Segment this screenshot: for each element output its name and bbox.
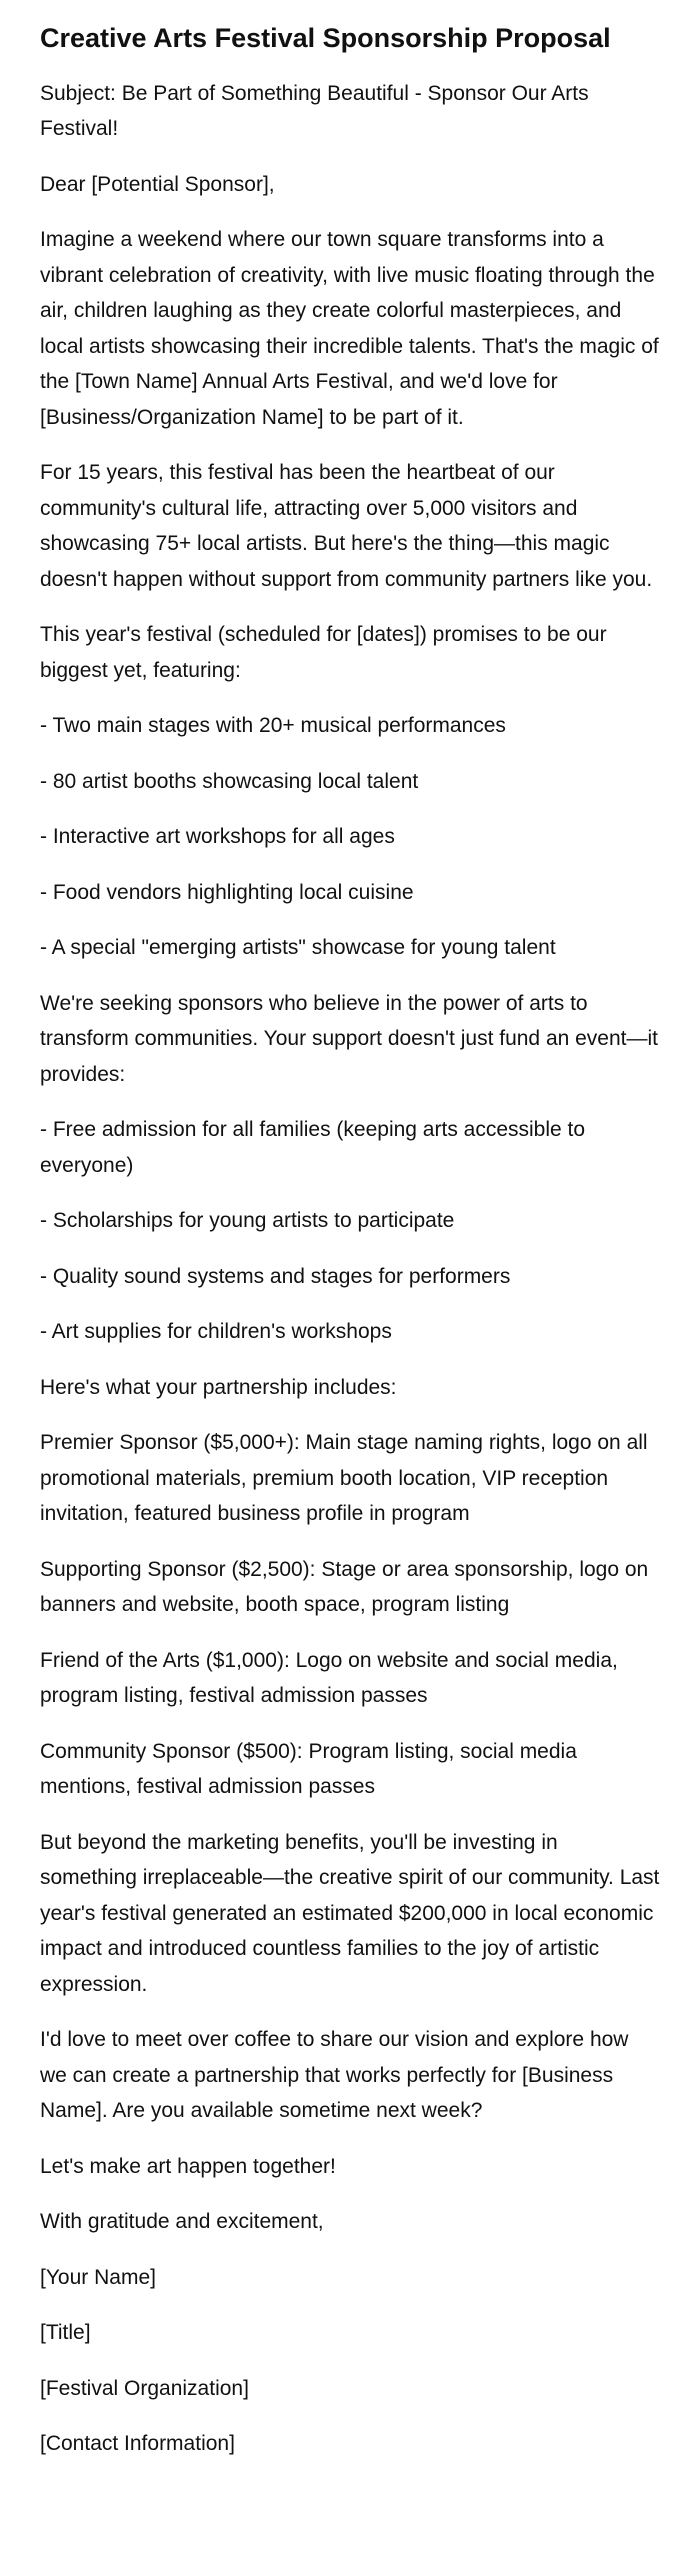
sponsor-tier-supporting: Supporting Sponsor ($2,500): Stage or area sponsorship, logo on banners and website, booth space, program listing bbox=[40, 1557, 649, 1617]
support-list-item: - Quality sound systems and stages for performers bbox=[40, 1264, 511, 1288]
feature-list-item: - Two main stages with 20+ musical performances bbox=[40, 714, 506, 738]
support-intro: We're seeking sponsors who believe in the power of arts to transform communities. Your support doesn't just fund an event—it provides: bbox=[40, 991, 659, 1086]
partnership-intro: Here's what your partnership includes: bbox=[40, 1375, 397, 1399]
sponsor-tier-friend: Friend of the Arts ($1,000): Logo on website and social media, program listing, festival admission passes bbox=[40, 1648, 618, 1708]
support-list-item: - Scholarships for young artists to participate bbox=[40, 1209, 455, 1233]
signature-contact: [Contact Information] bbox=[40, 2432, 235, 2456]
signature-title: [Title] bbox=[40, 2321, 91, 2345]
feature-list-item: - A special "emerging artists" showcase for young talent bbox=[40, 936, 556, 960]
impact-paragraph: But beyond the marketing benefits, you'll be investing in something irreplaceable—the creative spirit of our community. Last year's festival generated an estimated $200,000 in local economic impact and introduced countless families to the joy of artistic expression. bbox=[40, 1830, 660, 1996]
features-intro: This year's festival (scheduled for [dates]) promises to be our biggest yet, featuring: bbox=[40, 623, 607, 682]
sponsor-tier-premier: Premier Sponsor ($5,000+): Main stage naming rights, logo on all promotional materials, premium booth location, VIP reception invitation, featured business profile in program bbox=[40, 1431, 648, 1526]
feature-list-item: - Interactive art workshops for all ages bbox=[40, 825, 395, 849]
sign-off: With gratitude and excitement, bbox=[40, 2210, 324, 2234]
support-list-item: - Free admission for all families (keeping arts accessible to everyone) bbox=[40, 1118, 586, 1177]
sponsor-tier-community: Community Sponsor ($500): Program listing, social media mentions, festival admission passes bbox=[40, 1739, 577, 1799]
history-paragraph: For 15 years, this festival has been the heartbeat of our community's cultural life, attracting over 5,000 visitors and showcasing 75+ local artists. But here's the thing—this magic doesn't happen without support from community partners like you. bbox=[40, 461, 653, 591]
subject-line: Subject: Be Part of Something Beautiful - Sponsor Our Arts Festival! bbox=[40, 81, 589, 141]
intro-paragraph: Imagine a weekend where our town square transforms into a vibrant celebration of creativity, with live music floating through the air, children laughing as they create colorful masterpieces, and local artists showcasing their incredible talents. That's the magic of the [Town Name] Annual Arts Festival, and we'd love for [Business/Organization Name] to be part of it. bbox=[40, 228, 659, 429]
support-list-item: - Art supplies for children's workshops bbox=[40, 1320, 392, 1344]
call-to-action: I'd love to meet over coffee to share our vision and explore how we can create a partnership that works perfectly for [Business Name]. Are you available sometime next week? bbox=[40, 2028, 629, 2123]
feature-list-item: - 80 artist booths showcasing local talent bbox=[40, 769, 419, 793]
feature-list-item: - Food vendors highlighting local cuisine bbox=[40, 880, 414, 904]
signature-name: [Your Name] bbox=[40, 2265, 156, 2289]
signature-organization: [Festival Organization] bbox=[40, 2376, 249, 2400]
closing-line: Let's make art happen together! bbox=[40, 2154, 336, 2178]
salutation: Dear [Potential Sponsor], bbox=[40, 172, 275, 196]
document-title: Creative Arts Festival Sponsorship Proposal bbox=[40, 23, 611, 53]
